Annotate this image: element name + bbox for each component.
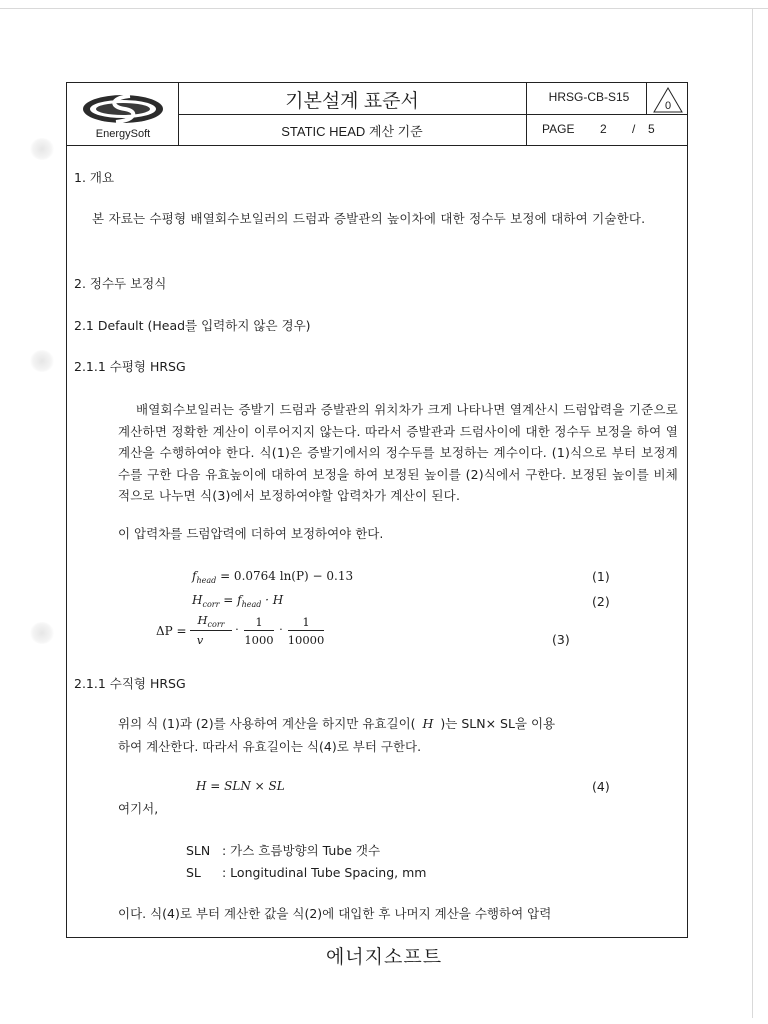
equation-3-numerator: 1 (302, 615, 310, 629)
section-2-1-heading: 2.1 Default (Head를 입력하지 않은 경우) (74, 318, 311, 333)
revision-number: 0 (664, 100, 672, 112)
page-edge (752, 8, 753, 1018)
multiply-dot: · (235, 622, 239, 636)
equation-4: H = SLN × SL (196, 779, 285, 793)
definition-description: : Longitudinal Tube Spacing, mm (222, 865, 427, 880)
section-vertical-text-2: 하여 계산한다. 따라서 유효길이는 식(4)로 부터 구한다. (118, 739, 422, 754)
page-edge (0, 8, 768, 9)
definition-description: : 가스 흐름방향의 Tube 갯수 (222, 843, 381, 858)
fraction-bar (288, 630, 324, 631)
definition-symbol: SLN (186, 843, 211, 858)
punch-hole (30, 622, 54, 644)
document-title: 기본설계 표준서 (285, 91, 419, 112)
equation-2: $H_{corr} = f_{head} \cdot H$ (192, 593, 284, 609)
page-current: 2 (600, 122, 607, 136)
header-divider (646, 82, 647, 114)
section-vertical-heading: 2.1.1 수직형 HRSG (74, 676, 186, 691)
equation-1-number: (1) (592, 569, 610, 584)
page-label: PAGE (542, 122, 575, 136)
multiply-dot: · (279, 622, 283, 636)
equation-1: $f_{head} = 0.0764$ ln(P) − 0.13 (192, 569, 354, 585)
footer-company-name: 에너지소프트 (325, 946, 443, 968)
energysoft-logo (80, 92, 166, 126)
section-2-heading: 2. 정수두 보정식 (74, 276, 167, 291)
equation-3-denominator: 10000 (287, 633, 325, 647)
definition-symbol: SL (186, 865, 201, 880)
header-divider (178, 114, 688, 115)
equation-3-numerator: $H_{corr}$ (197, 613, 225, 629)
equation-3-denominator: v (196, 633, 204, 647)
revision-triangle (652, 86, 684, 114)
punch-hole (30, 138, 54, 160)
header-divider (66, 145, 688, 146)
page-total: 5 (648, 122, 655, 136)
where-label: 여기서, (118, 801, 159, 816)
document-subtitle: STATIC HEAD 계산 기준 (281, 124, 423, 139)
section-2-1-1-heading: 2.1.1 수평형 HRSG (74, 359, 186, 374)
punch-hole (30, 350, 54, 372)
equation-3-number: (3) (552, 632, 570, 647)
fraction-bar (190, 630, 232, 631)
equation-4-number: (4) (592, 779, 610, 794)
page-separator: / (632, 122, 636, 136)
section-vertical-text-1: 위의 식 (1)과 (2)를 사용하여 계산을 하지만 유효길이( H )는 SLN× SL을 이용 (118, 716, 556, 731)
equation-3-denominator: 1000 (244, 633, 274, 647)
section-1-heading: 1. 개요 (74, 170, 115, 185)
document-code: HRSG-CB-S15 (548, 90, 630, 104)
equation-2-number: (2) (592, 594, 610, 609)
fraction-bar (244, 630, 274, 631)
section-2-1-1-text: 배열회수보일러는 증발기 드럼과 증발관의 위치차가 크게 나타나면 열계산시 드럼압력을 기준으로 계산하면 정확한 계산이 이루어지지 않는다. 따라서 증발관과 드럼사이에 대한 정수두 보정을 하여 열계산을 수행하여야 한다. 식(1)은 증발기에서의 정수두를 보정하는 계수이다. (1)식으로 부터 보정계수를 구한 다음 유효높이에 대하여 보정을 하여 보정된 높이를 (2)식에서 구한다. 보정된 높이를 비체적으로 나누면 식(3)에서 보정하여야할 압력차가 계산이 된다. (118, 402, 678, 503)
section-2-1-1-text-2: 이 압력차를 드럼압력에 더하여 보정하여야 한다. (118, 526, 384, 541)
equation-3-numerator: 1 (255, 615, 263, 629)
equation-3-lhs: ΔP = (156, 624, 187, 638)
logo-text: EnergySoft (95, 128, 151, 140)
closing-text: 이다. 식(4)로 부터 계산한 값을 식(2)에 대입한 후 나머지 계산을 수행하여 압력 (118, 906, 552, 921)
section-1-text: 본 자료는 수평형 배열회수보일러의 드럼과 증발관의 높이차에 대한 정수두 보정에 대하여 기술한다. (92, 211, 646, 226)
